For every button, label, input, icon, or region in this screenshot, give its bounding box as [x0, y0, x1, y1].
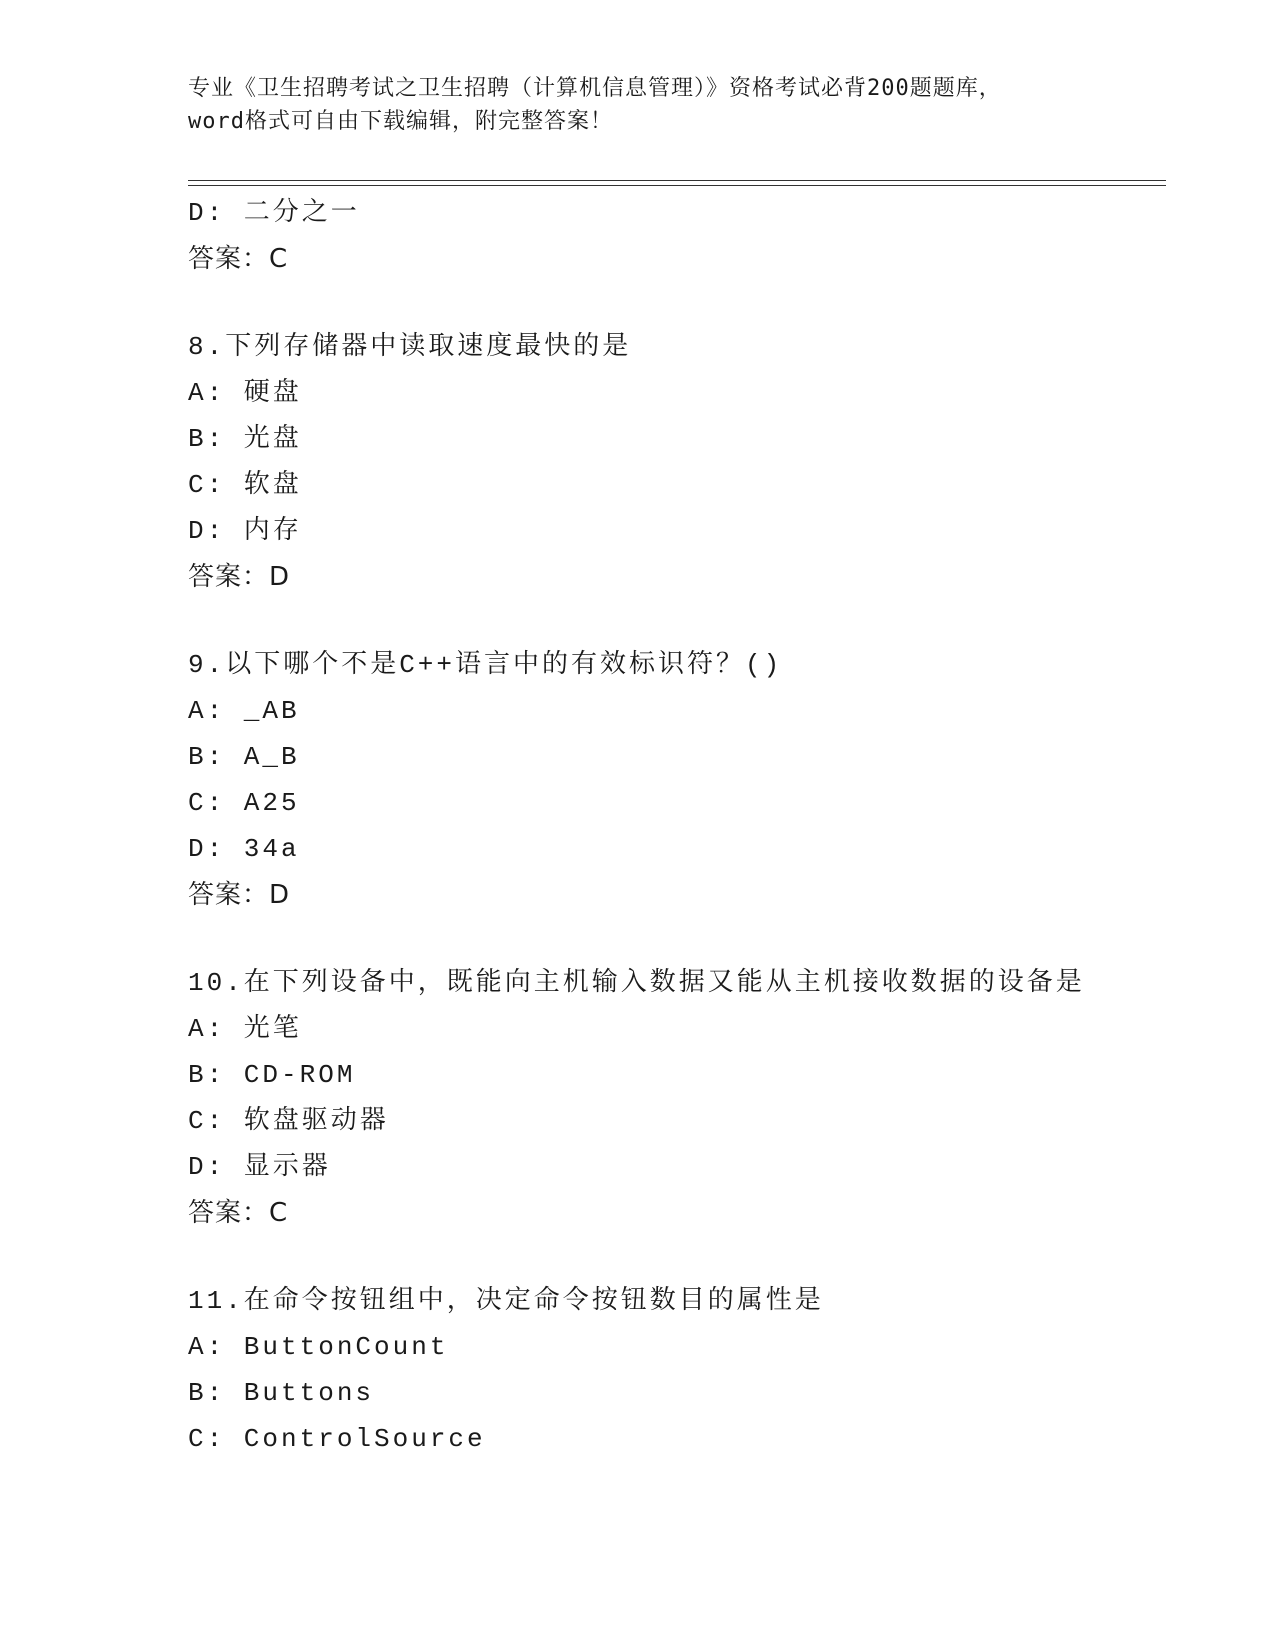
option-c: C: 软盘: [188, 470, 302, 500]
prev-option-d: D: 二分之一: [188, 198, 360, 228]
question-11: [188, 1278, 1168, 1462]
question-stem: 10.在下列设备中，既能向主机输入数据又能从主机接收数据的设备是: [188, 968, 1085, 998]
document-body: [188, 190, 1168, 1462]
question-stem: 9.以下哪个不是C++语言中的有效标识符？(): [188, 650, 783, 680]
question-stem: 8.下列存储器中读取速度最快的是: [188, 332, 632, 362]
document-header: [188, 72, 1088, 138]
header-line-2: word格式可自由下载编辑，附完整答案！: [188, 109, 613, 134]
option-d: D: 34a: [188, 834, 300, 864]
header-rule-bottom: [188, 185, 1166, 186]
answer: 答案：C: [188, 1198, 289, 1228]
option-c: C: A25: [188, 788, 300, 818]
answer: 答案：D: [188, 562, 291, 592]
question-10: [188, 960, 1168, 1236]
option-c: C: 软盘驱动器: [188, 1106, 389, 1136]
answer: 答案：D: [188, 880, 291, 910]
option-d: D: 内存: [188, 516, 302, 546]
question-8: [188, 324, 1168, 600]
question-stem: 11.在命令按钮组中，决定命令按钮数目的属性是: [188, 1286, 824, 1316]
option-a: A: 光笔: [188, 1014, 302, 1044]
option-c: C: ControlSource: [188, 1424, 486, 1454]
option-b: B: Buttons: [188, 1378, 375, 1408]
option-a: A: ButtonCount: [188, 1332, 449, 1362]
option-d: D: 显示器: [188, 1152, 331, 1182]
header-line-1: 专业《卫生招聘考试之卫生招聘（计算机信息管理）》资格考试必背200题题库，: [188, 76, 1002, 101]
prev-answer: 答案：C: [188, 244, 289, 274]
header-rule-top: [188, 180, 1166, 181]
option-a: A: _AB: [188, 696, 300, 726]
question-9: [188, 642, 1168, 918]
option-a: A: 硬盘: [188, 378, 302, 408]
option-b: B: 光盘: [188, 424, 302, 454]
option-b: B: A_B: [188, 742, 300, 772]
option-b: B: CD-ROM: [188, 1060, 356, 1090]
